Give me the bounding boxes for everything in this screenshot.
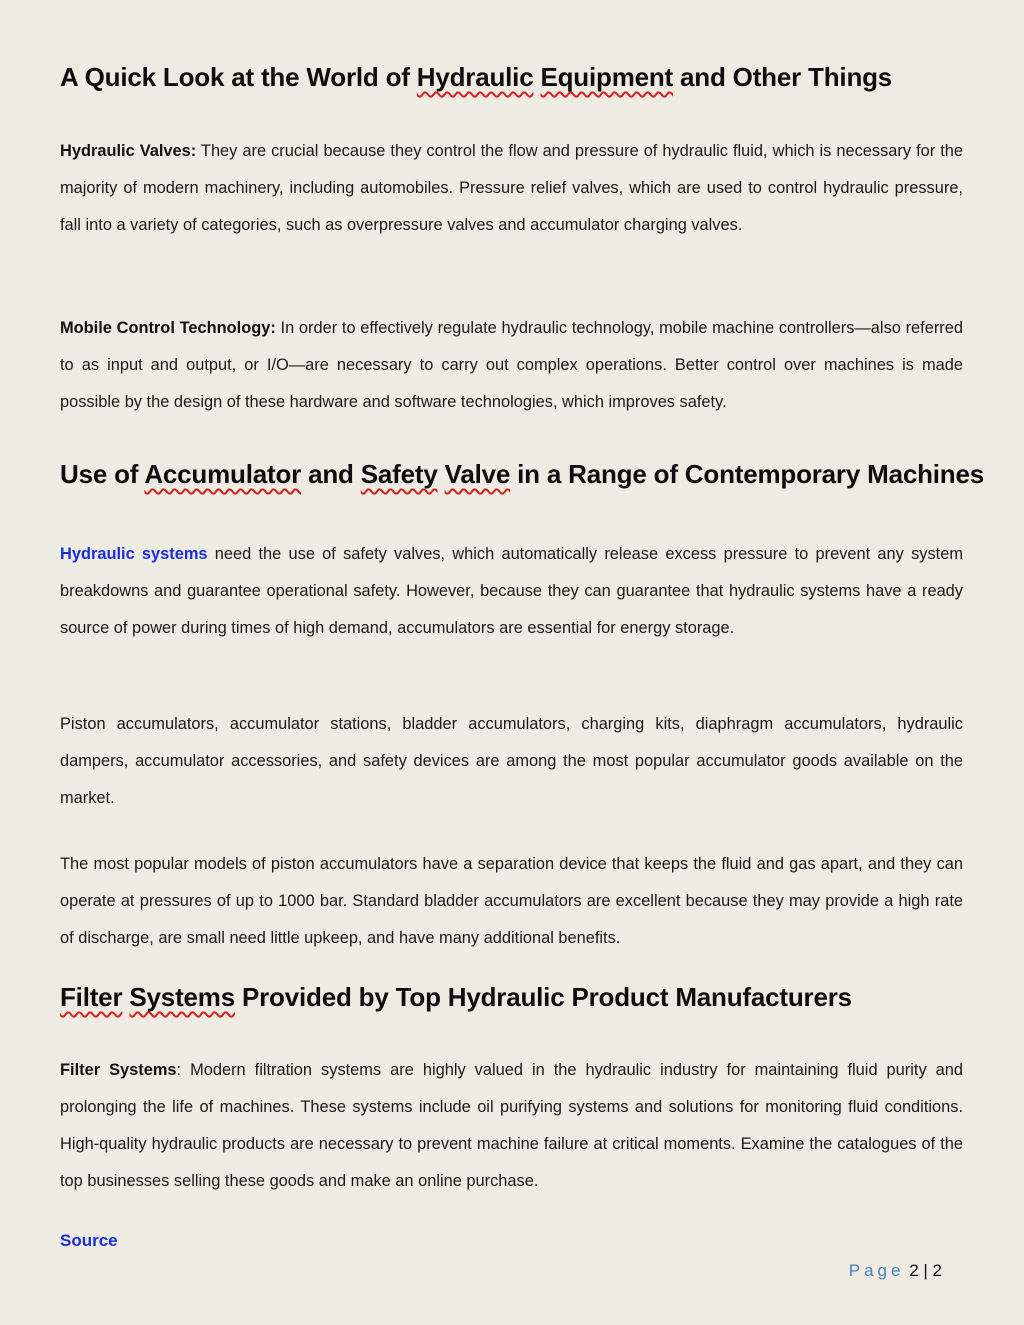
filter-systems-heading — [60, 982, 852, 1013]
filter-systems-paragraph — [60, 1052, 963, 1200]
page-current: 2 — [909, 1261, 919, 1280]
page-word: Page — [848, 1261, 905, 1280]
heading2-text-mid: and — [301, 459, 361, 489]
page-separator: | — [918, 1261, 933, 1280]
piston-models-paragraph: The most popular models of piston accumulators have a separation device that keeps the fluid and gas apart, and they can operate at pressures of up to 1000 bar. Standard bladder accumulators are excellent because they may provide a high rate of discharge, are small need little upkeep, and have many additional benefits. — [60, 855, 963, 947]
piston-list-paragraph: Piston accumulators, accumulator stations, bladder accumulators, charging kits, diaphragm accumulators, hydraulic dampers, accumulator accessories, and safety devices are among the most popular accumulator goods available on the market. — [60, 715, 963, 807]
hydraulic-systems-text: need the use of safety valves, which automatically release excess pressure to prevent any system breakdowns and guarantee operational safety. However, because they can guarantee that hydraulic systems have a ready source of power during times of high demand, accumulators are essential for energy storage. — [60, 545, 963, 637]
heading2-word-safety: Safety — [360, 459, 438, 489]
hydraulic-valves-paragraph — [60, 133, 963, 244]
heading3-text-end: Provided by Top Hydraulic Product Manufacturers — [234, 982, 852, 1012]
filter-systems-text: : Modern filtration systems are highly valued in the hydraulic industry for maintaining fluid purity and prolonging the life of machines. These systems include oil purifying systems and solutions for monitoring fluid conditions. High-quality hydraulic products are necessary to prevent machine failure at critical moments. Examine the catalogues of the top businesses selling these goods and make an online purchase. — [60, 1061, 963, 1190]
heading3-word-systems: Systems — [129, 982, 235, 1012]
title-text: A Quick Look at the World of — [60, 62, 417, 92]
title-word-equipment: Equipment — [540, 62, 674, 92]
hydraulic-systems-link[interactable]: Hydraulic systems — [60, 545, 208, 563]
mobile-control-text: In order to effectively regulate hydraulic technology, mobile machine controllers—also referred to as input and output, or I/O—are necessary to carry out complex operations. Better control over machines is made possible by the design of these hardware and software technologies, which improves safety. — [60, 319, 963, 411]
page-total: 2 — [932, 1261, 942, 1280]
heading2-word-valve: Valve — [444, 459, 511, 489]
hydraulic-valves-label: Hydraulic Valves: — [60, 142, 197, 160]
mobile-control-paragraph — [60, 310, 963, 421]
hydraulic-systems-paragraph — [60, 536, 963, 647]
accumulator-heading — [60, 459, 984, 490]
heading2-text: Use of — [60, 459, 145, 489]
mobile-control-label: Mobile Control Technology: — [60, 319, 276, 337]
title-text-end: and Other Things — [673, 62, 893, 92]
page-title — [60, 62, 892, 93]
page-footer — [849, 1259, 942, 1283]
heading2-word-accumulator: Accumulator — [144, 459, 302, 489]
heading3-word-filter: Filter — [60, 982, 123, 1012]
source-link[interactable]: Source — [60, 1231, 118, 1250]
filter-systems-label: Filter Systems — [60, 1061, 177, 1079]
heading2-space — [438, 459, 445, 489]
heading2-text-end: in a Range of Contemporary Machines — [510, 459, 985, 489]
title-word-hydraulic: Hydraulic — [416, 62, 534, 92]
hydraulic-valves-text: They are crucial because they control the flow and pressure of hydraulic fluid, which is necessary for the majority of modern machinery, including automobiles. Pressure relief valves, which are used to control hydraulic pressure, fall into a variety of categories, such as overpressure valves and accumulator charging valves. — [60, 142, 963, 234]
